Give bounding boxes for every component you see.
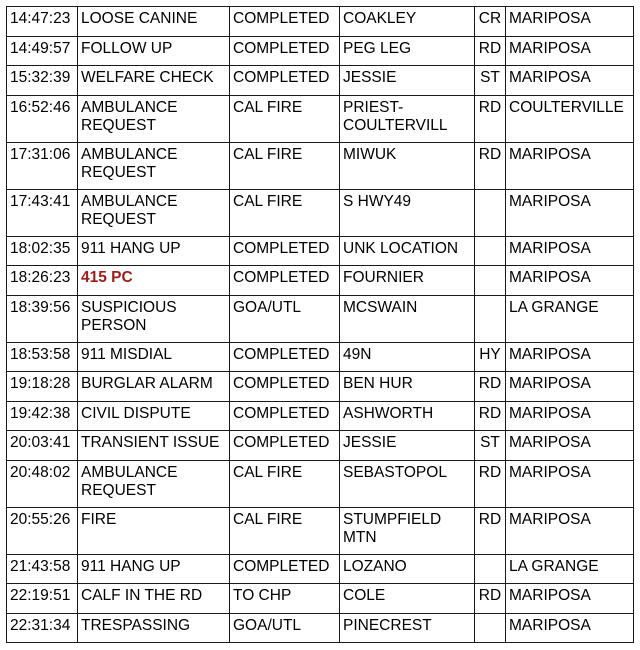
table-row (7, 236, 634, 266)
table-row (7, 266, 634, 296)
time-cell: 17:31:06 (7, 142, 78, 189)
street-suffix-cell (475, 236, 506, 266)
city-cell: MARIPOSA (506, 342, 634, 372)
time-cell: 18:39:56 (7, 295, 78, 342)
city-cell: MARIPOSA (506, 613, 634, 643)
call-type-cell: 911 MISDIAL (78, 342, 230, 372)
street-cell: PRIEST-COULTERVILL (340, 95, 475, 142)
street-suffix-cell: ST (475, 431, 506, 461)
table-row (7, 431, 634, 461)
disposition-cell: GOA/UTL (230, 613, 340, 643)
table-row (7, 342, 634, 372)
street-cell: FOURNIER (340, 266, 475, 296)
disposition-cell: CAL FIRE (230, 95, 340, 142)
call-type-cell: 911 HANG UP (78, 554, 230, 584)
street-suffix-cell (475, 554, 506, 584)
disposition-cell: TO CHP (230, 584, 340, 614)
street-suffix-cell (475, 189, 506, 236)
street-cell: UNK LOCATION (340, 236, 475, 266)
street-cell: ASHWORTH (340, 401, 475, 431)
time-cell: 18:02:35 (7, 236, 78, 266)
disposition-cell: COMPLETED (230, 266, 340, 296)
city-cell: MARIPOSA (506, 7, 634, 37)
city-cell: MARIPOSA (506, 189, 634, 236)
street-suffix-cell (475, 266, 506, 296)
disposition-cell: COMPLETED (230, 36, 340, 66)
table-row (7, 36, 634, 66)
table-row (7, 189, 634, 236)
city-cell: MARIPOSA (506, 266, 634, 296)
disposition-cell: COMPLETED (230, 66, 340, 96)
street-suffix-cell: RD (475, 460, 506, 507)
street-suffix-cell: RD (475, 584, 506, 614)
street-suffix-cell (475, 295, 506, 342)
city-cell: MARIPOSA (506, 431, 634, 461)
time-cell: 20:48:02 (7, 460, 78, 507)
call-type-cell: AMBULANCE REQUEST (78, 95, 230, 142)
street-cell: JESSIE (340, 66, 475, 96)
street-suffix-cell: CR (475, 7, 506, 37)
disposition-cell: COMPLETED (230, 554, 340, 584)
table-row (7, 95, 634, 142)
call-type-cell: FOLLOW UP (78, 36, 230, 66)
call-log-table (6, 6, 634, 643)
street-cell: 49N (340, 342, 475, 372)
table-row (7, 507, 634, 554)
street-suffix-cell: RD (475, 36, 506, 66)
street-cell: MCSWAIN (340, 295, 475, 342)
call-type-cell: LOOSE CANINE (78, 7, 230, 37)
table-row (7, 460, 634, 507)
call-type-cell: SUSPICIOUS PERSON (78, 295, 230, 342)
time-cell: 14:47:23 (7, 7, 78, 37)
street-cell: LOZANO (340, 554, 475, 584)
city-cell: MARIPOSA (506, 584, 634, 614)
disposition-cell: COMPLETED (230, 431, 340, 461)
street-cell: BEN HUR (340, 372, 475, 402)
time-cell: 22:19:51 (7, 584, 78, 614)
table-row (7, 142, 634, 189)
city-cell: MARIPOSA (506, 460, 634, 507)
time-cell: 22:31:34 (7, 613, 78, 643)
street-suffix-cell: ST (475, 66, 506, 96)
disposition-cell: CAL FIRE (230, 460, 340, 507)
call-type-cell: AMBULANCE REQUEST (78, 460, 230, 507)
city-cell: MARIPOSA (506, 36, 634, 66)
time-cell: 21:43:58 (7, 554, 78, 584)
table-row (7, 7, 634, 37)
table-row (7, 295, 634, 342)
time-cell: 15:32:39 (7, 66, 78, 96)
table-row (7, 554, 634, 584)
time-cell: 18:53:58 (7, 342, 78, 372)
street-suffix-cell: RD (475, 507, 506, 554)
disposition-cell: CAL FIRE (230, 189, 340, 236)
table-row (7, 66, 634, 96)
table-row (7, 372, 634, 402)
street-suffix-cell (475, 613, 506, 643)
street-suffix-cell: RD (475, 95, 506, 142)
call-type-cell: BURGLAR ALARM (78, 372, 230, 402)
street-cell: PINECREST (340, 613, 475, 643)
time-cell: 19:18:28 (7, 372, 78, 402)
street-suffix-cell: HY (475, 342, 506, 372)
city-cell: MARIPOSA (506, 507, 634, 554)
call-type-cell: FIRE (78, 507, 230, 554)
call-type-cell: AMBULANCE REQUEST (78, 189, 230, 236)
street-cell: COAKLEY (340, 7, 475, 37)
city-cell: COULTERVILLE (506, 95, 634, 142)
street-suffix-cell: RD (475, 372, 506, 402)
street-cell: COLE (340, 584, 475, 614)
city-cell: MARIPOSA (506, 236, 634, 266)
street-cell: SEBASTOPOL (340, 460, 475, 507)
city-cell: MARIPOSA (506, 372, 634, 402)
time-cell: 18:26:23 (7, 266, 78, 296)
call-type-cell: WELFARE CHECK (78, 66, 230, 96)
city-cell: MARIPOSA (506, 142, 634, 189)
call-type-cell: AMBULANCE REQUEST (78, 142, 230, 189)
time-cell: 14:49:57 (7, 36, 78, 66)
disposition-cell: COMPLETED (230, 236, 340, 266)
call-type-cell: TRESPASSING (78, 613, 230, 643)
call-type-cell: TRANSIENT ISSUE (78, 431, 230, 461)
disposition-cell: GOA/UTL (230, 295, 340, 342)
street-cell: S HWY49 (340, 189, 475, 236)
disposition-cell: COMPLETED (230, 372, 340, 402)
time-cell: 16:52:46 (7, 95, 78, 142)
disposition-cell: CAL FIRE (230, 507, 340, 554)
street-cell: JESSIE (340, 431, 475, 461)
city-cell: MARIPOSA (506, 401, 634, 431)
disposition-cell: COMPLETED (230, 401, 340, 431)
city-cell: LA GRANGE (506, 554, 634, 584)
table-row (7, 584, 634, 614)
table-row (7, 401, 634, 431)
street-cell: STUMPFIELD MTN (340, 507, 475, 554)
call-log-body (7, 7, 634, 643)
disposition-cell: COMPLETED (230, 7, 340, 37)
street-suffix-cell: RD (475, 142, 506, 189)
street-cell: MIWUK (340, 142, 475, 189)
city-cell: MARIPOSA (506, 66, 634, 96)
time-cell: 19:42:38 (7, 401, 78, 431)
call-type-cell: CIVIL DISPUTE (78, 401, 230, 431)
time-cell: 20:03:41 (7, 431, 78, 461)
time-cell: 17:43:41 (7, 189, 78, 236)
table-row (7, 613, 634, 643)
time-cell: 20:55:26 (7, 507, 78, 554)
call-type-cell: CALF IN THE RD (78, 584, 230, 614)
city-cell: LA GRANGE (506, 295, 634, 342)
disposition-cell: COMPLETED (230, 342, 340, 372)
street-cell: PEG LEG (340, 36, 475, 66)
street-suffix-cell: RD (475, 401, 506, 431)
call-type-cell: 415 PC (78, 266, 230, 296)
disposition-cell: CAL FIRE (230, 142, 340, 189)
call-type-cell: 911 HANG UP (78, 236, 230, 266)
